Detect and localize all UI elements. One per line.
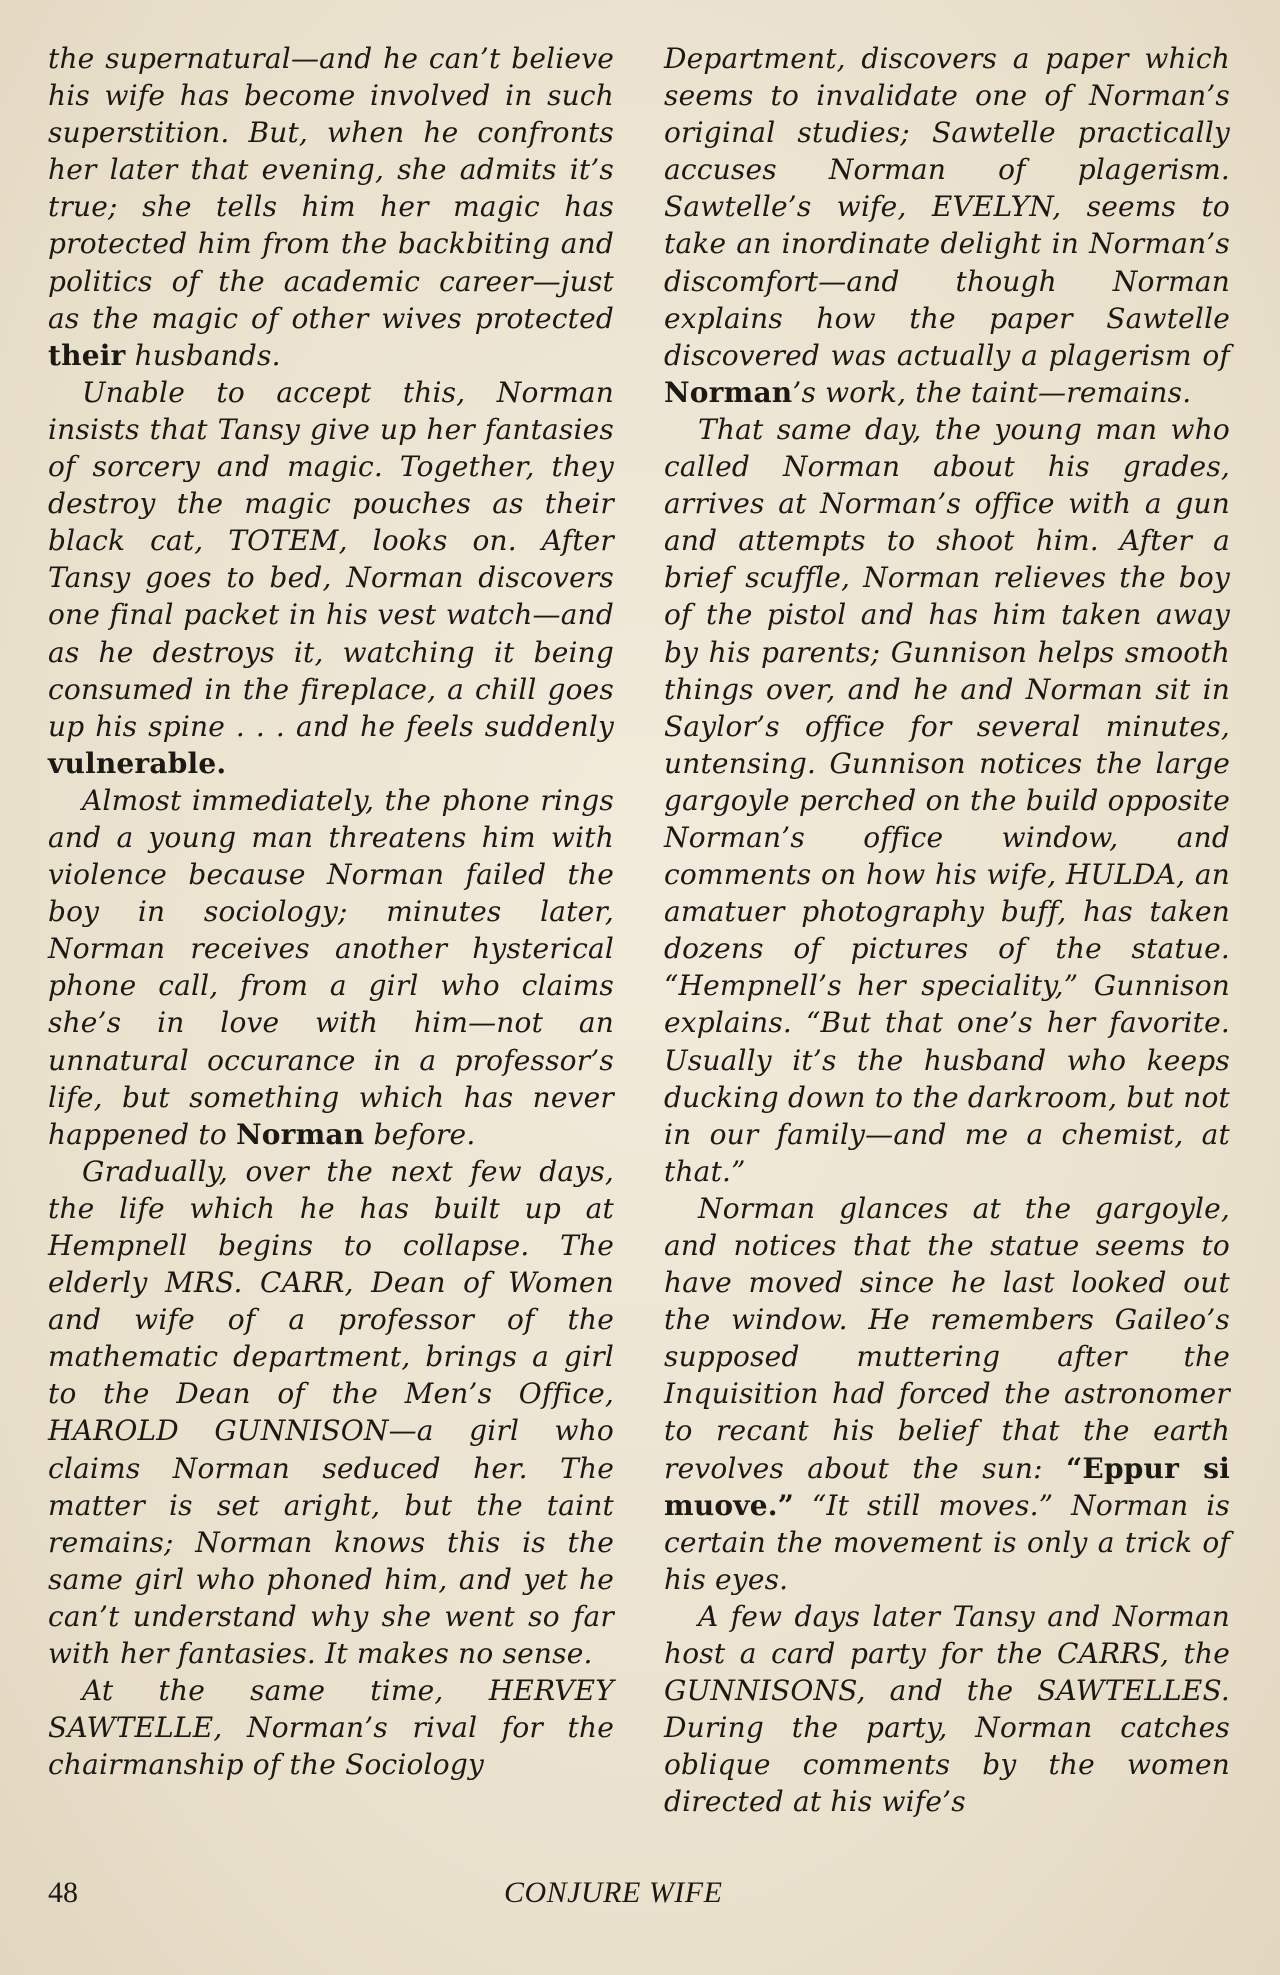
paragraph: Gradually, over the next few days, the life which he has built up at Hempnell begins to collapse. The elderly MRS. CARR, Dean of Women and wife of a professor of the mathematic department, brings a girl to the Dean of the Men’s Office, HAROLD GUNNISON—a girl who claims Norman seduced her. The matter is set aright, but the taint remains; Norman knows this is the same girl who phoned him, and yet he can’t understand why she went so far with her fantasies. It makes no sense.	[48, 1154, 614, 1671]
left-column	[48, 40, 614, 1783]
emphasis: “Eppur si muove.”	[664, 1451, 1230, 1522]
paragraph: Unable to accept this, Norman insists that Tansy give up her fantasies of sorcery and magic. Together, they destroy the magic pouches as their black cat, TOTEM, looks on. After Tansy goes to bed, Norman discovers one final packet in his vest watch—and as he destroys it, watching it being consumed in the fireplace, a chill goes up his spine . . . and he feels suddenly vulnerable.	[48, 375, 614, 780]
paragraph: Norman glances at the gargoyle, and notices that the statue seems to have moved since he last looked out the window. He remembers Gaileo’s supposed muttering after the Inquisition had forced the astronomer to recant his belief that the earth revolves about the sun: “Eppur si muove.” “It still moves.” Norman is certain the movement is only a trick of his eyes.	[664, 1191, 1230, 1596]
paragraph: That same day, the young man who called Norman about his grades, arrives at Norman’s office with a gun and attempts to shoot him. After a brief scuffle, Norman relieves the boy of the pistol and has him taken away by his parents; Gunnison helps smooth things over, and he and Norman sit in Saylor’s office for several minutes, untensing. Gunnison notices the large gargoyle perched on the build opposite Norman’s office window, and comments on how his wife, HULDA, an amatuer photography buff, has taken dozens of pictures of the statue. “Hempnell’s her speciality,” Gunnison explains. “But that one’s her favorite. Usually it’s the husband who keeps ducking down to the darkroom, but not in our family—and me a chemist, at that.”	[664, 412, 1230, 1188]
paragraph: Department, discovers a paper which seems to invalidate one of Norman’s original studies; Sawtelle practically accuses Norman of plagerism. Sawtelle’s wife, EVELYN, seems to take an inordinate delight in Norman’s discomfort—and though Norman explains how the paper Sawtelle discovered was actually a plagerism of Norman’s work, the taint—remains.	[664, 42, 1230, 409]
emphasis: vulnerable.	[48, 746, 227, 780]
emphasis: their	[48, 338, 126, 372]
paragraph: Almost immediately, the phone rings and a young man threatens him with violence because Norman failed the boy in sociology; minutes later, Norman receives another hysterical phone call, from a girl who claims she’s in love with him—not an unnatural occurance in a professor’s life, but something which has never happened to Norman before.	[48, 783, 614, 1151]
page-number: 48	[48, 1876, 78, 1909]
emphasis: Norman	[664, 375, 793, 409]
running-title: CONJURE WIFE	[504, 1876, 723, 1909]
right-column	[664, 40, 1230, 1821]
emphasis: Norman	[235, 1117, 365, 1151]
paragraph: the supernatural—and he can’t believe his wife has become involved in such superstition. But, when he confronts her later that evening, she admits it’s true; she tells him her magic has protected him from the backbiting and politics of the academic career—just as the magic of other wives protected their husbands.	[48, 42, 614, 372]
paragraph: At the same time, HERVEY SAWTELLE, Norman’s rival for the chairmanship of the Sociology	[48, 1674, 614, 1782]
paragraph: A few days later Tansy and Norman host a card party for the CARRS, the GUNNISONS, and the SAWTELLES. During the party, Norman catches oblique comments by the women directed at his wife’s	[664, 1599, 1230, 1819]
page-footer	[48, 1876, 1228, 1916]
